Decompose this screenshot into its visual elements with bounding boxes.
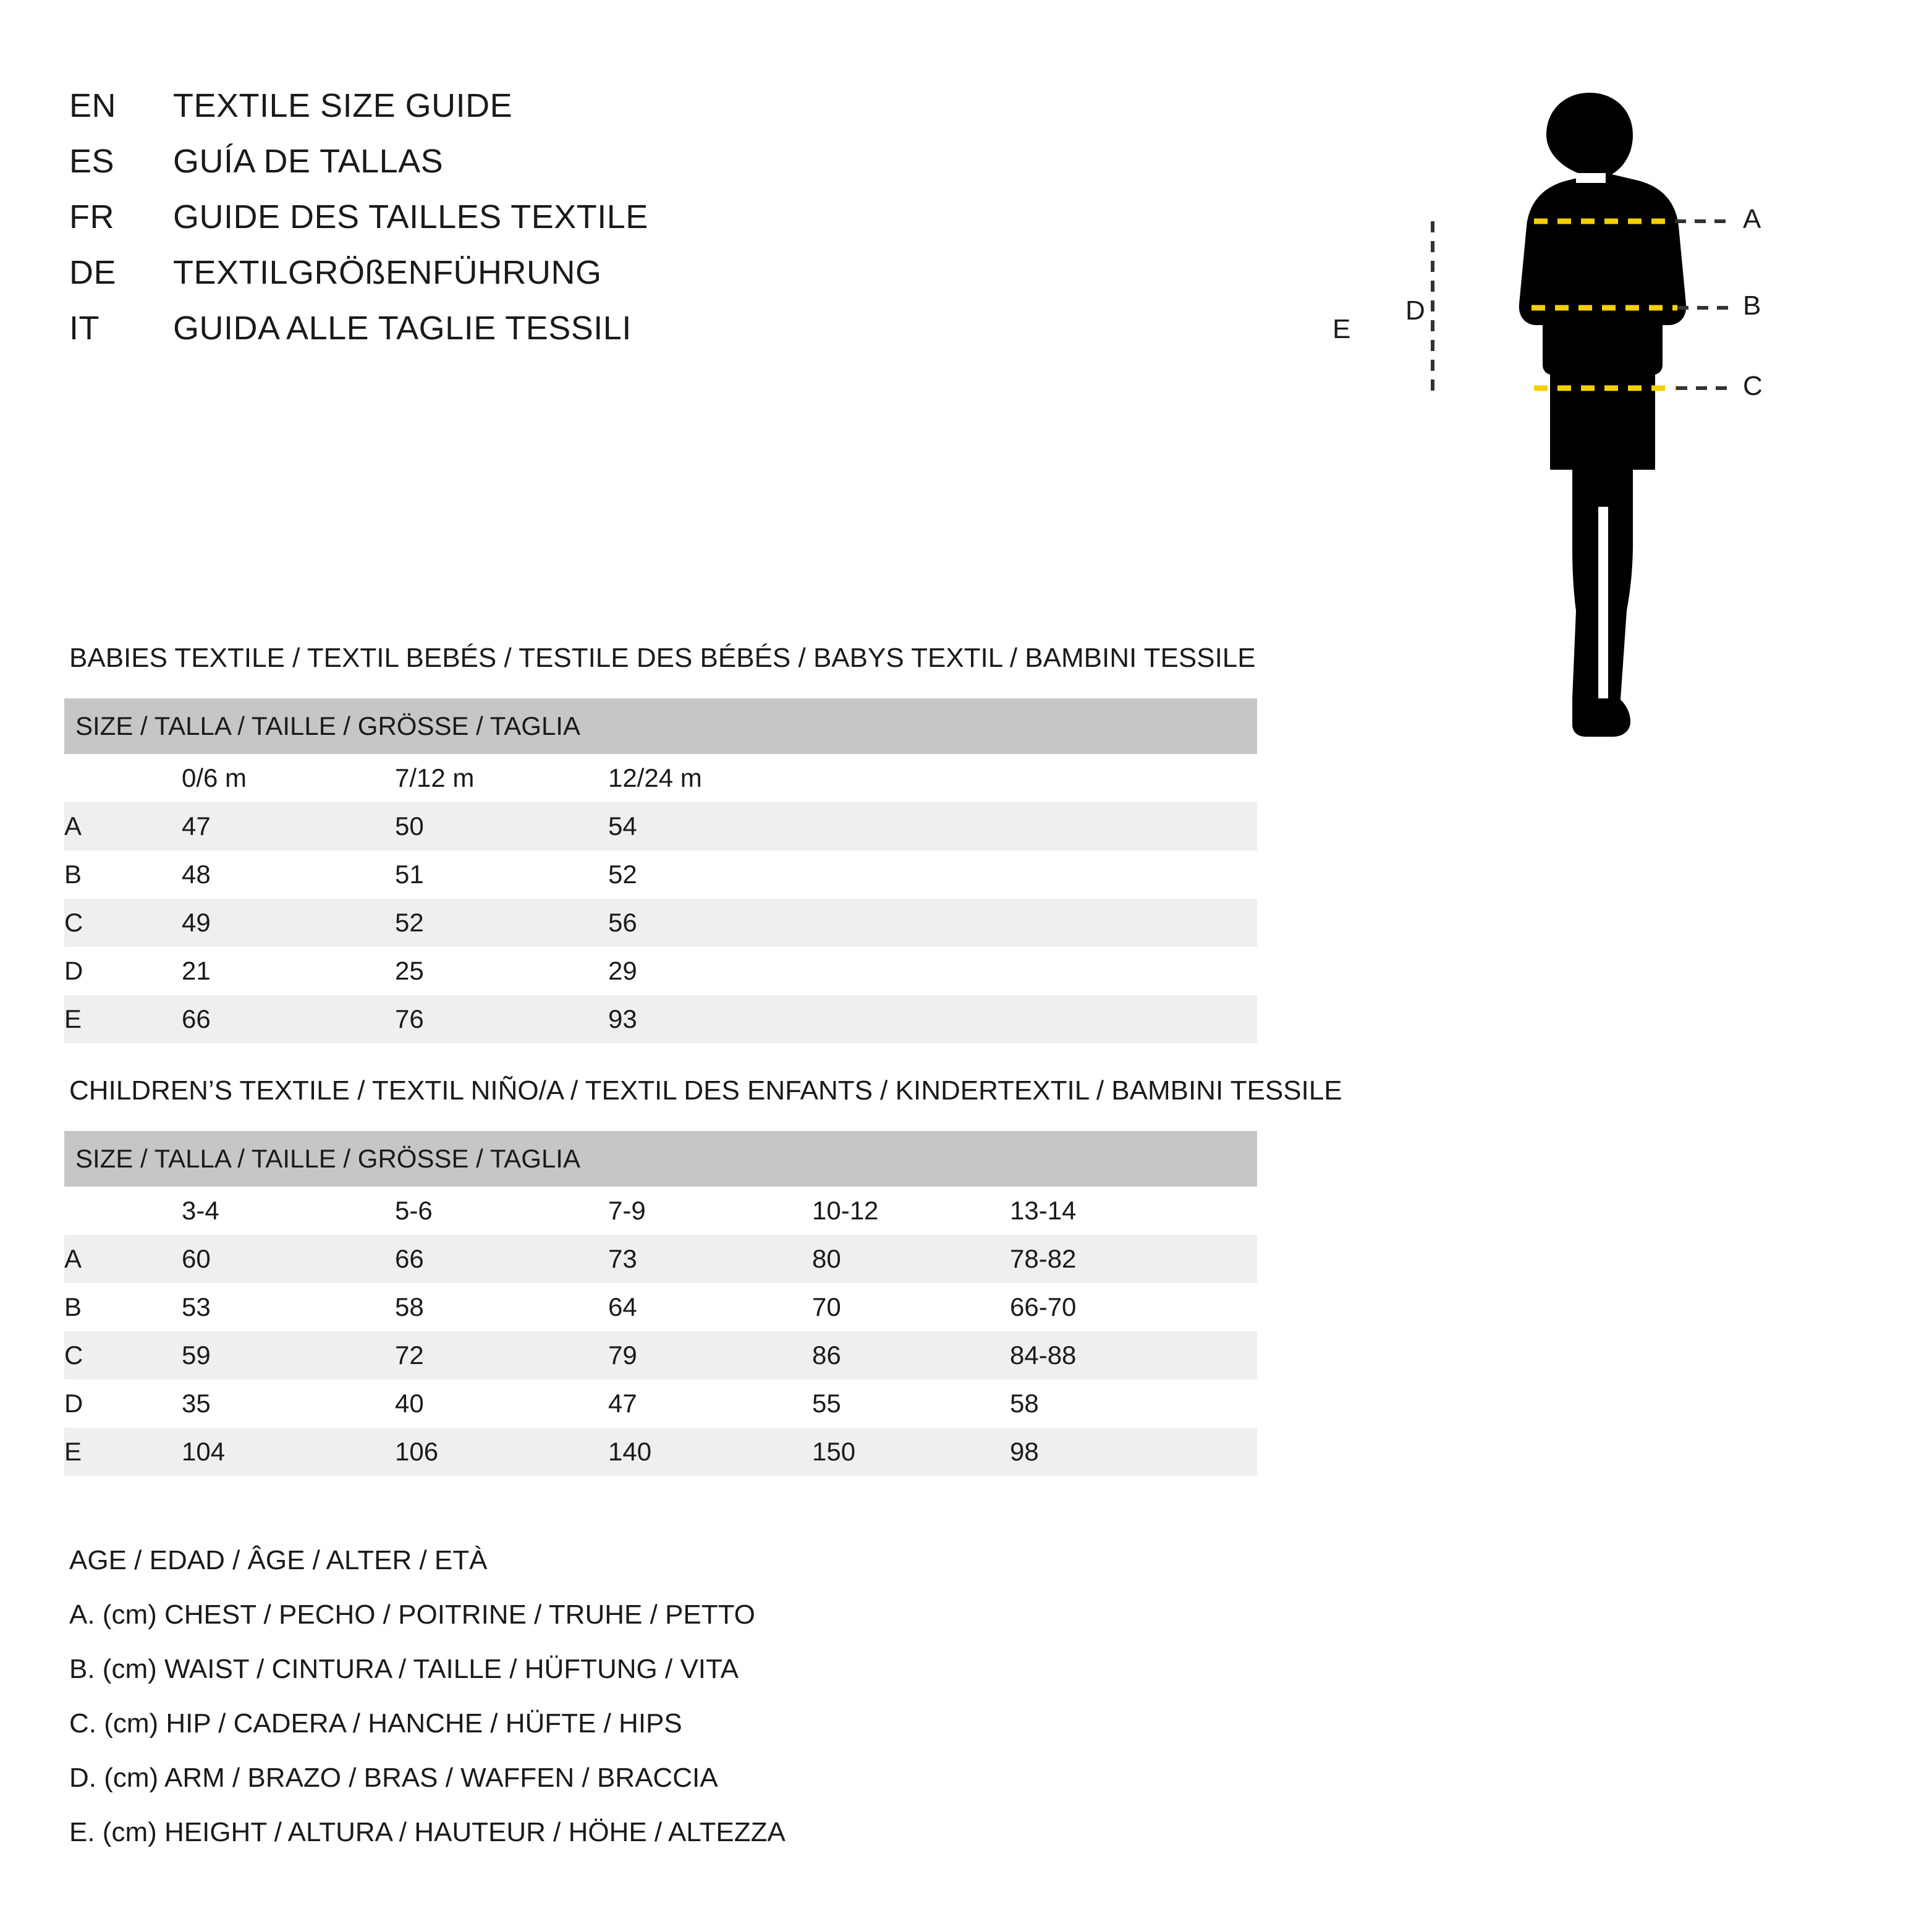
language-title-fr: GUIDE DES TAILLES TEXTILE xyxy=(173,198,648,235)
legend-line-age: AGE / EDAD / ÂGE / ALTER / ETÀ xyxy=(69,1545,488,1575)
children-b-1: 58 xyxy=(395,1283,608,1331)
babies-c-1: 52 xyxy=(395,899,608,947)
babies-table-band-label: SIZE / TALLA / TAILLE / GRÖSSE / TAGLIA xyxy=(64,698,1257,754)
babies-c-2: 56 xyxy=(608,899,1257,947)
language-title-en: TEXTILE SIZE GUIDE xyxy=(173,87,513,124)
babies-row-label-d: D xyxy=(64,947,182,995)
table-row xyxy=(64,1428,1257,1476)
children-e-2: 140 xyxy=(608,1428,812,1476)
babies-d-0: 21 xyxy=(182,947,395,995)
children-col-1: 5-6 xyxy=(395,1187,608,1235)
babies-col-0: 0/6 m xyxy=(182,754,395,802)
language-row-es xyxy=(69,142,934,198)
children-d-2: 47 xyxy=(608,1379,812,1428)
children-c-2: 79 xyxy=(608,1331,812,1379)
children-e-3: 150 xyxy=(812,1428,1010,1476)
babies-row-label-c: C xyxy=(64,899,182,947)
children-b-2: 64 xyxy=(608,1283,812,1331)
babies-b-1: 51 xyxy=(395,850,608,899)
table-row xyxy=(64,1283,1257,1331)
language-code-it: IT xyxy=(69,310,100,347)
language-code-fr: FR xyxy=(69,198,114,235)
table-row xyxy=(64,899,1257,947)
children-col-4: 13-14 xyxy=(1010,1187,1257,1235)
children-b-4: 66-70 xyxy=(1010,1283,1257,1331)
figure-label-d: D xyxy=(1405,295,1425,326)
children-c-0: 59 xyxy=(182,1331,395,1379)
language-code-en: EN xyxy=(69,87,117,124)
babies-a-0: 47 xyxy=(182,802,395,850)
babies-b-2: 52 xyxy=(608,850,1257,899)
language-row-fr xyxy=(69,198,934,253)
children-row-label-b: B xyxy=(64,1283,182,1331)
babies-e-2: 93 xyxy=(608,995,1257,1043)
babies-row-label-b: B xyxy=(64,850,182,899)
children-e-4: 98 xyxy=(1010,1428,1257,1476)
children-row-label-c: C xyxy=(64,1331,182,1379)
children-row-label-e: E xyxy=(64,1428,182,1476)
babies-size-table xyxy=(64,698,1257,1043)
babies-d-2: 29 xyxy=(608,947,1257,995)
figure-label-e: E xyxy=(1332,314,1351,344)
legend-line-waist: B. (cm) WAIST / CINTURA / TAILLE / HÜFTUNG / VITA xyxy=(69,1654,739,1684)
babies-row-label-a: A xyxy=(64,802,182,850)
language-title-block xyxy=(69,87,934,365)
children-c-1: 72 xyxy=(395,1331,608,1379)
babies-e-1: 76 xyxy=(395,995,608,1043)
children-size-table xyxy=(64,1131,1257,1476)
table-row xyxy=(64,1379,1257,1428)
babies-col-1: 7/12 m xyxy=(395,754,608,802)
table-row xyxy=(64,995,1257,1043)
language-row-en xyxy=(69,87,934,142)
children-table-band-label: SIZE / TALLA / TAILLE / GRÖSSE / TAGLIA xyxy=(64,1131,1257,1187)
children-col-0: 3-4 xyxy=(182,1187,395,1235)
table-row xyxy=(64,850,1257,899)
babies-b-0: 48 xyxy=(182,850,395,899)
babies-section-caption: BABIES TEXTILE / TEXTIL BEBÉS / TESTILE DES BÉBÉS / BABYS TEXTIL / BAMBINI TESSILE xyxy=(69,643,1256,673)
children-d-3: 55 xyxy=(812,1379,1010,1428)
babies-c-0: 49 xyxy=(182,899,395,947)
legend-line-chest: A. (cm) CHEST / PECHO / POITRINE / TRUHE / PETTO xyxy=(69,1599,755,1630)
babies-col-2: 12/24 m xyxy=(608,754,1257,802)
measurement-legend xyxy=(69,1545,1429,1871)
language-title-de: TEXTILGRÖßENFÜHRUNG xyxy=(173,254,602,291)
children-col-3: 10-12 xyxy=(812,1187,1010,1235)
babies-table-band-row xyxy=(64,698,1257,754)
babies-e-0: 66 xyxy=(182,995,395,1043)
children-table-band-row xyxy=(64,1131,1257,1187)
children-a-2: 73 xyxy=(608,1235,812,1283)
babies-d-1: 25 xyxy=(395,947,608,995)
babies-a-2: 54 xyxy=(608,802,1257,850)
babies-table-header-row xyxy=(64,754,1257,802)
legend-line-hip: C. (cm) HIP / CADERA / HANCHE / HÜFTE / HIPS xyxy=(69,1708,682,1739)
children-c-3: 86 xyxy=(812,1331,1010,1379)
children-c-4: 84-88 xyxy=(1010,1331,1257,1379)
measurement-figure xyxy=(1332,74,1885,766)
children-row-label-d: D xyxy=(64,1379,182,1428)
children-d-1: 40 xyxy=(395,1379,608,1428)
children-a-3: 80 xyxy=(812,1235,1010,1283)
children-header-corner xyxy=(64,1187,182,1235)
language-code-es: ES xyxy=(69,143,115,180)
children-col-2: 7-9 xyxy=(608,1187,812,1235)
language-code-de: DE xyxy=(69,254,117,291)
figure-label-c: C xyxy=(1743,371,1763,401)
language-row-it xyxy=(69,309,934,365)
children-e-1: 106 xyxy=(395,1428,608,1476)
children-section-caption: CHILDREN’S TEXTILE / TEXTIL NIÑO/A / TEXTIL DES ENFANTS / KINDERTEXTIL / BAMBINI TESSILE xyxy=(69,1075,1342,1106)
table-row xyxy=(64,802,1257,850)
legend-line-height: E. (cm) HEIGHT / ALTURA / HAUTEUR / HÖHE / ALTEZZA xyxy=(69,1817,786,1847)
children-d-4: 58 xyxy=(1010,1379,1257,1428)
babies-header-corner xyxy=(64,754,182,802)
table-row xyxy=(64,947,1257,995)
children-a-4: 78-82 xyxy=(1010,1235,1257,1283)
babies-row-label-e: E xyxy=(64,995,182,1043)
language-title-es: GUÍA DE TALLAS xyxy=(173,143,444,180)
table-row xyxy=(64,1235,1257,1283)
table-row xyxy=(64,1331,1257,1379)
children-row-label-a: A xyxy=(64,1235,182,1283)
figure-label-a: A xyxy=(1743,204,1761,234)
language-row-de xyxy=(69,253,934,309)
children-a-0: 60 xyxy=(182,1235,395,1283)
children-e-0: 104 xyxy=(182,1428,395,1476)
legend-line-arm: D. (cm) ARM / BRAZO / BRAS / WAFFEN / BRACCIA xyxy=(69,1763,718,1793)
children-a-1: 66 xyxy=(395,1235,608,1283)
children-table-header-row xyxy=(64,1187,1257,1235)
children-d-0: 35 xyxy=(182,1379,395,1428)
babies-a-1: 50 xyxy=(395,802,608,850)
language-title-it: GUIDA ALLE TAGLIE TESSILI xyxy=(173,310,632,347)
child-silhouette-icon xyxy=(1519,93,1686,737)
children-b-0: 53 xyxy=(182,1283,395,1331)
children-b-3: 70 xyxy=(812,1283,1010,1331)
figure-label-b: B xyxy=(1743,290,1761,321)
